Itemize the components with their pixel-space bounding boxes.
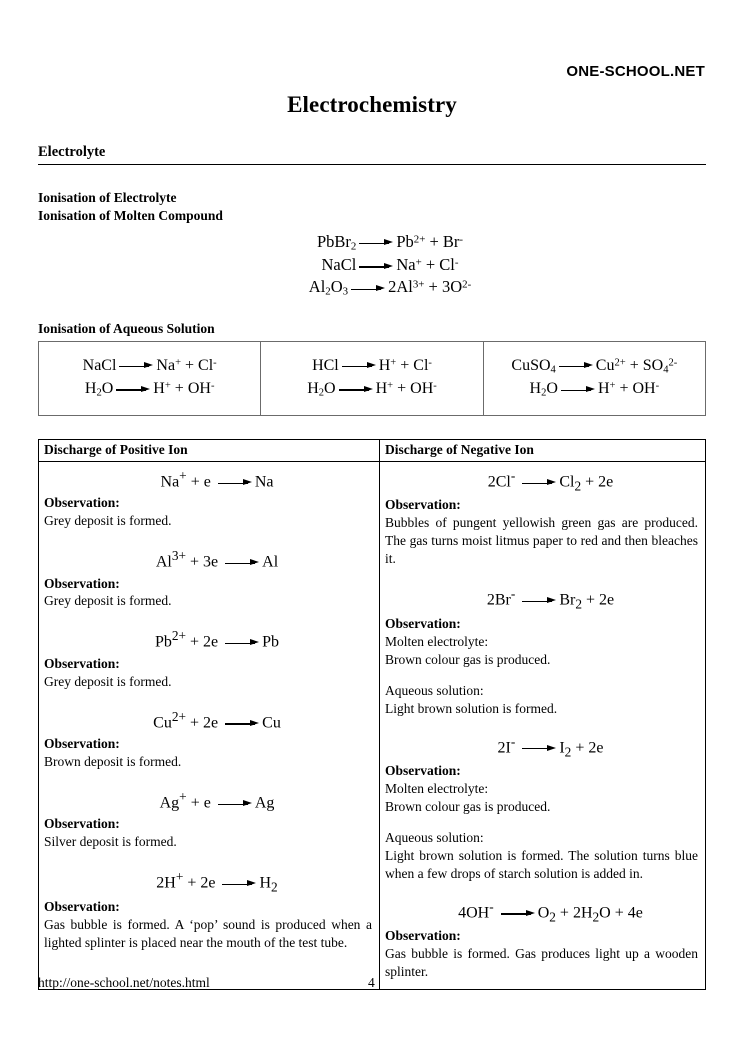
observation-label: Observation: [385,928,461,944]
reaction-arrow-icon [222,878,256,890]
reaction-arrow-icon [522,477,556,489]
reaction-arrow-icon [522,742,556,754]
reaction-arrow-icon [359,260,393,272]
site-brand: ONE-SCHOOL.NET [566,63,705,80]
equation-hcl: HCl H+ + Cl- [312,356,432,374]
subheading-ionisation-of-aqueous-solution: Ionisation of Aqueous Solution [38,320,215,336]
observation-label: Observation: [385,763,461,779]
reaction-arrow-icon [522,595,556,607]
equation-cl2-discharge: 2Cl- $Cl_2 + 2e$ [487,467,614,494]
equation-br2-discharge: 2Br- $Br_2 + 2e$ [486,586,615,612]
table-row [39,461,706,989]
equation-water-2: $H_2O$ H+ + OH- [307,379,437,399]
reaction-arrow-icon [225,637,259,649]
column-header-negative-ion: Discharge of Negative Ion [380,439,706,461]
molten-label-i: Molten electrolyte: [385,781,489,796]
reaction-arrow-icon [559,360,593,372]
molten-text-i: Brown colour gas is produced. [385,798,551,814]
observation-label: Observation: [44,575,120,591]
reaction-arrow-icon [218,477,252,489]
observation-label: Observation: [385,497,461,513]
page-title: Electrochemistry [287,92,457,117]
footer-page-number: 4 [368,975,375,990]
equation-water-1: $H_2O$ H+ + OH- [84,379,215,399]
reaction-arrow-icon [561,384,595,396]
reaction-arrow-icon [501,908,535,920]
aqueous-text-i: Light brown solution is formed. The solution turns blue when a few drops of starch solution is added in. [385,847,698,881]
equation-pb-discharge: $Pb^{2+} + 2e$ Pb [154,628,280,651]
discharge-section [38,439,706,990]
equation-al-discharge: $Al^{3+} + 3e$ Al [155,548,279,571]
equation-water-3: $H_2O$ H+ + OH- [529,380,660,399]
reaction-arrow-icon [359,237,393,249]
observation-text-cl2: Bubbles of pungent yellowish green gas are produced. The gas turns moist litmus paper to red and then bleaches it. [385,515,698,567]
aqueous-solution-table [38,341,706,416]
observation-label: Observation: [44,898,120,914]
subheading-ionisation-of-molten-compound: Ionisation of Molten Compound [38,207,223,223]
reaction-arrow-icon [119,360,153,372]
equation-ag-discharge: Ag+ + e Ag [159,788,275,812]
observation-text-cu: Brown deposit is formed. [44,753,182,769]
equation-pbbr2: PbBr$_2$ $Pb^{2+} + Br^-$ [316,231,464,253]
observation-text-al: Grey deposit is formed. [44,593,172,609]
observation-label: Observation: [385,615,461,631]
negative-ion-cell [380,461,706,989]
aqueous-cell-cuso4 [483,341,705,415]
observation-label: Observation: [44,736,120,751]
column-header-positive-ion: Discharge of Positive Ion [39,439,380,461]
observation-text-o2: Gas bubble is formed. Gas produces light up a wooden splinter. [385,946,698,980]
observation-label: Observation: [44,495,120,511]
table-row [39,341,706,415]
subheading-ionisation-of-electrolyte: Ionisation of Electrolyte [38,189,177,205]
table-header-row [39,439,706,461]
equation-o2-discharge: 4OH- $O_2 + 2H_2O + 4e$ [458,898,643,925]
equation-al2o3: $Al_2O_3$ $2Al^{3+} + 3O^{2-}$ [308,277,472,298]
reaction-arrow-icon [351,283,385,295]
reaction-arrow-icon [218,798,252,810]
observation-label: Observation: [44,655,120,671]
molten-text-br: Brown colour gas is produced. [385,651,551,667]
aqueous-text-br: Light brown solution is formed. [385,700,558,716]
footer-url[interactable]: http://one-school.net/notes.html [38,975,210,990]
positive-ion-cell [39,461,380,989]
equation-nacl-aqueous: NaCl Na+ + Cl- [82,356,217,374]
aqueous-label-br: Aqueous solution: [385,682,484,698]
equation-na-discharge: Na+ + e Na [160,467,274,491]
reaction-arrow-icon [342,360,376,372]
observation-text-na: Grey deposit is formed. [44,513,172,529]
aqueous-cell-hcl [261,341,483,415]
section-heading: Electrolyte [38,144,706,165]
reaction-arrow-icon [225,718,259,730]
equation-cu-discharge: $Cu^{2+} + 2e$ Cu [153,708,281,731]
page-footer [38,975,706,991]
reaction-arrow-icon [339,383,373,395]
observation-text-ag: Silver deposit is formed. [44,834,177,850]
equation-h2-discharge: 2H+ + 2e $H_2$ [156,869,278,895]
aqueous-label-i: Aqueous solution: [385,829,484,845]
equation-nacl-molten: NaCl Na+ + Cl- [321,255,459,275]
molten-equation-list [38,231,706,300]
discharge-table [38,439,706,990]
observation-text-pb: Grey deposit is formed. [44,673,172,689]
molten-label-br: Molten electrolyte: [385,633,489,649]
equation-cuso4: CuSO$_4$ $Cu^{2+} + SO_4^{2-}$ [511,356,678,376]
molten-compound-block [38,189,706,300]
reaction-arrow-icon [225,557,259,569]
aqueous-cell-nacl [39,341,261,415]
equation-i2-discharge: 2I- $I_2 + 2e$ [497,733,604,760]
reaction-arrow-icon [116,383,150,395]
observation-text-h2: Gas bubble is formed. A ‘pop’ sound is produced when a lighted splinter is placed near the mouth of the test tube. [44,916,372,950]
observation-label: Observation: [44,816,120,832]
